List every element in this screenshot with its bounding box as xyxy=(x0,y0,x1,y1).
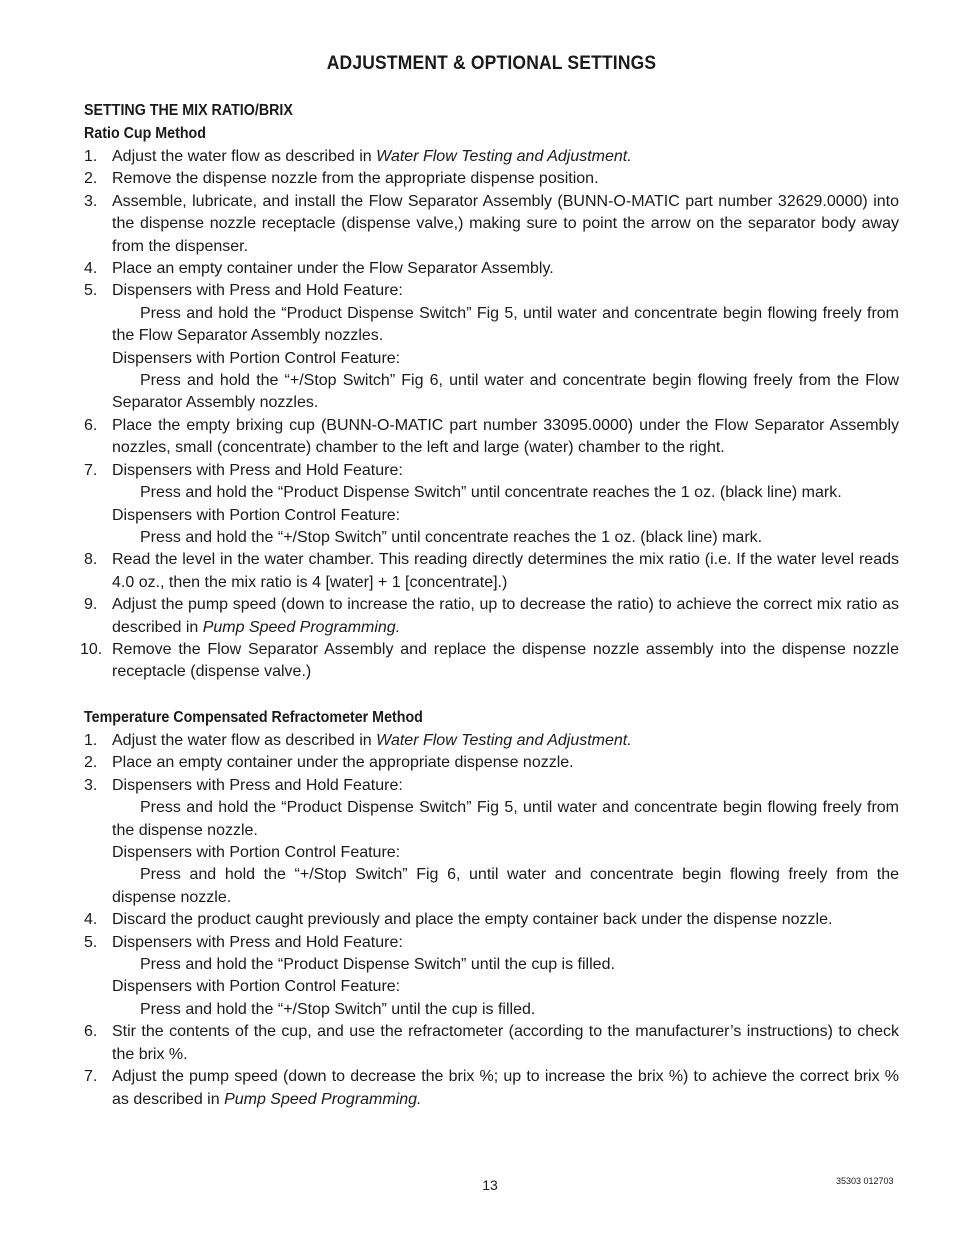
list-item xyxy=(84,258,899,280)
item-number: 1. xyxy=(84,732,98,749)
item-number: 7. xyxy=(84,461,98,479)
item-number: 6. xyxy=(84,416,98,434)
item-reference: Pump Speed Programming. xyxy=(224,1090,422,1108)
list-item xyxy=(80,639,899,684)
item-reference: Water Flow Testing and Adjustment. xyxy=(376,732,632,749)
feature-text: Press and hold the “+/Stop Switch” Fig 6, until water and concentrate begin flowing freely from the Flow Separator Assembly nozzles. xyxy=(112,372,899,412)
feature-heading: Dispensers with Portion Control Feature: xyxy=(112,844,401,862)
page-title: ADJUSTMENT & OPTIONAL SETTINGS xyxy=(326,53,657,74)
list-item xyxy=(84,460,899,550)
item-text: Place an empty container under the appropriate dispense nozzle. xyxy=(112,754,574,772)
feature-heading: Dispensers with Press and Hold Feature: xyxy=(112,282,403,300)
item-number: 8. xyxy=(84,551,98,569)
item-reference: Pump Speed Programming. xyxy=(202,618,401,636)
list-item xyxy=(84,168,899,190)
list-item xyxy=(84,1066,899,1111)
feature-heading: Dispensers with Portion Control Feature: xyxy=(112,506,401,524)
list-item xyxy=(84,730,899,752)
item-number: 1. xyxy=(84,148,98,165)
list-item xyxy=(84,549,899,594)
item-text: Remove the Flow Separator Assembly and replace the dispense nozzle assembly into the dispense nozzle receptacle (dispense valve.) xyxy=(112,640,899,681)
subheading-refractometer: Temperature Compensated Refractometer Method xyxy=(84,709,423,726)
page-number: 13 xyxy=(482,1177,498,1193)
list-item xyxy=(84,280,899,414)
list-item xyxy=(84,146,899,168)
item-reference: Water Flow Testing and Adjustment. xyxy=(376,148,632,165)
item-number: 2. xyxy=(84,754,98,772)
feature-text: Press and hold the “+/Stop Switch” Fig 6, until water and concentrate begin flowing freely from the dispense nozzle. xyxy=(112,866,899,906)
item-number: 10. xyxy=(80,640,103,658)
item-text: Adjust the water flow as described in xyxy=(112,148,377,165)
item-number: 2. xyxy=(84,170,98,188)
feature-heading: Dispensers with Press and Hold Feature: xyxy=(112,776,403,794)
item-number: 9. xyxy=(84,596,98,614)
item-text: Discard the product caught previously and place the empty container back under the dispense nozzle. xyxy=(112,911,833,929)
list-item xyxy=(84,932,899,1022)
feature-text: Press and hold the “Product Dispense Switch” Fig 5, until water and concentrate begin flowing freely from the Flow Separator Assembly nozzles. xyxy=(112,304,899,345)
list-item xyxy=(84,752,899,774)
feature-heading: Dispensers with Press and Hold Feature: xyxy=(112,933,403,951)
subheading-ratio-cup: Ratio Cup Method xyxy=(84,125,206,142)
item-text: Remove the dispense nozzle from the appropriate dispense position. xyxy=(112,170,599,188)
item-number: 5. xyxy=(84,282,98,300)
list-item xyxy=(84,594,899,639)
feature-text: Press and hold the “+/Stop Switch” until concentrate reaches the 1 oz. (black line) mark. xyxy=(140,528,763,546)
document-code: 35303 012703 xyxy=(836,1176,894,1186)
list-item xyxy=(84,1021,899,1066)
item-number: 5. xyxy=(84,933,98,951)
item-text: Place an empty container under the Flow Separator Assembly. xyxy=(112,260,554,278)
feature-text: Press and hold the “Product Dispense Switch” until concentrate reaches the 1 oz. (black line) mark. xyxy=(140,484,842,502)
item-text: Stir the contents of the cup, and use the refractometer (according to the manufacturer’s instructions) to check the brix %. xyxy=(112,1023,899,1063)
item-text: Read the level in the water chamber. This reading directly determines the mix ratio (i.e. If the water level reads 4.0 oz., then the mix ratio is 4 [water] + 1 [concentrate].) xyxy=(112,551,899,591)
item-text: Place the empty brixing cup (BUNN-O-MATIC part number 33095.0000) under the Flow Separator Assembly nozzles, small (concentrate) chamber to the left and large (water) chamber to the right. xyxy=(112,416,899,457)
item-number: 3. xyxy=(84,192,98,210)
refractometer-steps xyxy=(84,730,899,1111)
item-text: Adjust the pump speed (down to decrease the brix %; up to increase the brix %) to achieve the correct brix % as described in xyxy=(112,1068,899,1108)
ratio-cup-steps xyxy=(80,146,899,684)
feature-heading: Dispensers with Portion Control Feature: xyxy=(112,978,401,996)
feature-heading: Dispensers with Press and Hold Feature: xyxy=(112,461,403,479)
item-number: 6. xyxy=(84,1023,98,1041)
feature-text: Press and hold the “Product Dispense Switch” Fig 5, until water and concentrate begin flowing freely from the dispense nozzle. xyxy=(112,799,899,839)
item-number: 7. xyxy=(84,1068,98,1086)
list-item xyxy=(84,775,899,909)
section-heading-mix-ratio: SETTING THE MIX RATIO/BRIX xyxy=(84,102,293,119)
item-number: 4. xyxy=(84,260,98,278)
item-text: Adjust the pump speed (down to increase the ratio, up to decrease the ratio) to achieve the correct mix ratio as described in xyxy=(112,596,899,636)
list-item xyxy=(84,191,899,258)
feature-heading: Dispensers with Portion Control Feature: xyxy=(112,349,401,367)
list-item xyxy=(84,909,899,931)
item-text: Assemble, lubricate, and install the Flow Separator Assembly (BUNN-O-MATIC part number 32629.0000) into the dispense nozzle receptacle (dispense valve,) making sure to point the arrow on the separator body away from the dispenser. xyxy=(112,192,899,255)
item-number: 3. xyxy=(84,776,98,794)
item-number: 4. xyxy=(84,911,98,929)
feature-text: Press and hold the “+/Stop Switch” until the cup is filled. xyxy=(140,1000,536,1018)
feature-text: Press and hold the “Product Dispense Switch” until the cup is filled. xyxy=(140,956,615,974)
item-text: Adjust the water flow as described in xyxy=(112,732,377,749)
list-item xyxy=(84,415,899,460)
